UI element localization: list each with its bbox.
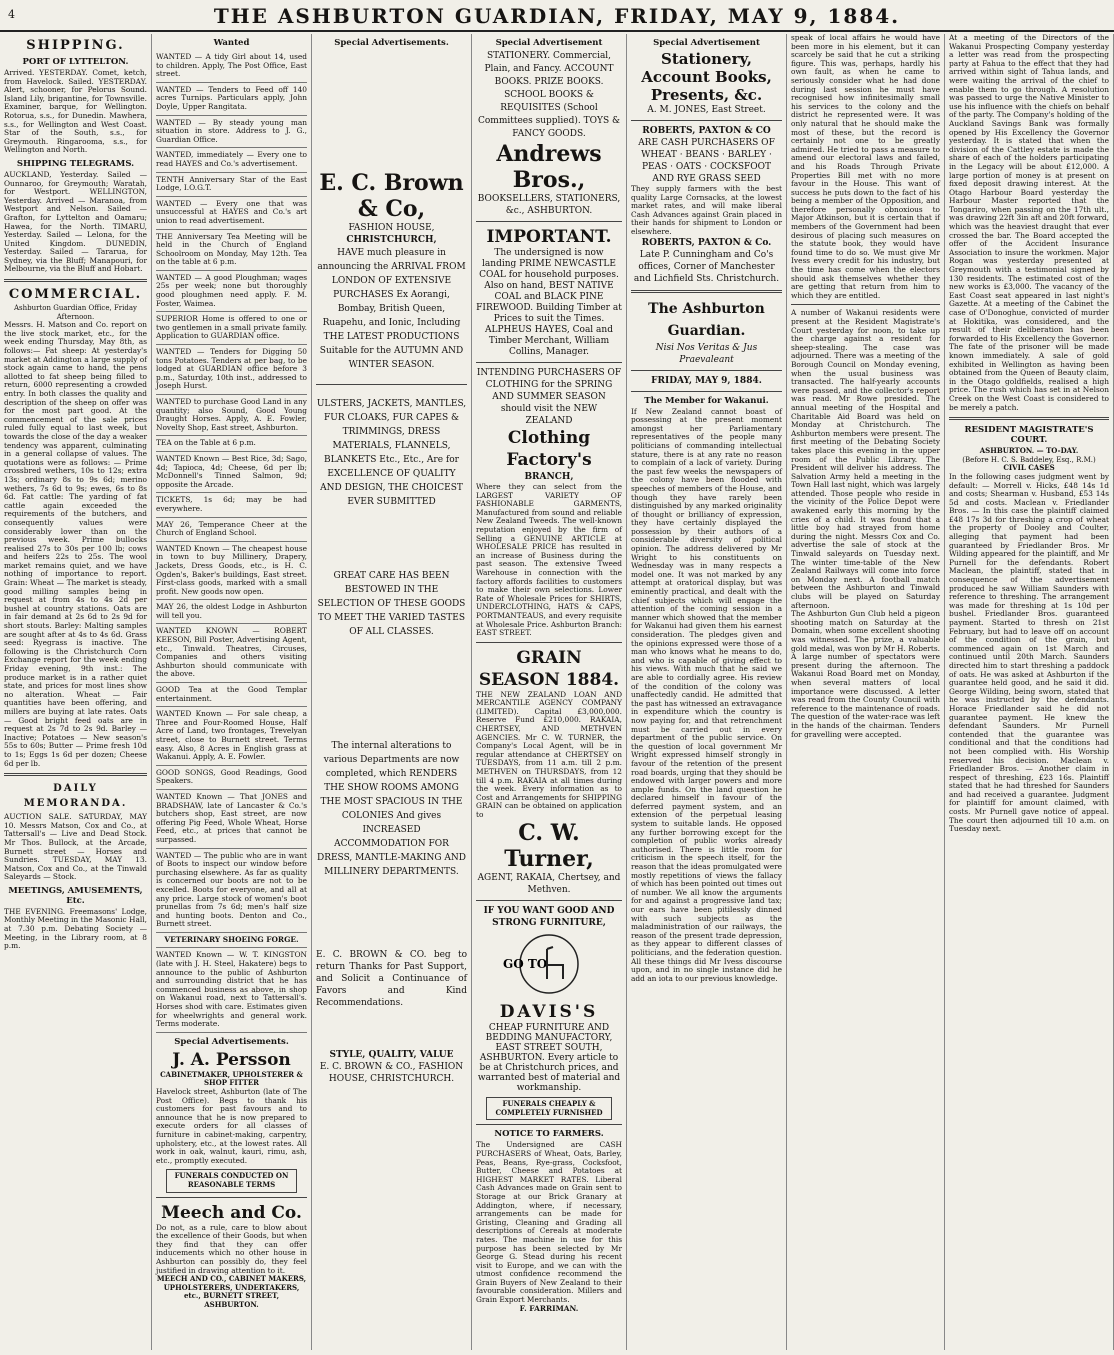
brown-final: E. C. BROWN & CO., FASHION HOUSE, CHRISTCHURCH.	[319, 1062, 464, 1084]
wanted-ad: WANTED Known — W. T. KINGSTON (late with J. H. Steel, Hakatere) begs to announce to the public of Ashburton and surrounding district that he has commenced business as above, in shop on Wakanui road, next to Tattersall's. Horses shod with care. Estimates given for wheelwrights and general work. Terms moderate.	[156, 948, 307, 1032]
wanted-ad: TICKETS, 1s 6d; may be had everywhere.	[156, 493, 307, 517]
jones-text: A. M. JONES, East Street.	[647, 105, 766, 115]
memoranda-heading: DAILY MEMORANDA.	[23, 783, 128, 810]
roberts-sub: ARE CASH PURCHASERS OF WHEAT · BEANS · BARLEY · PEAS · OATS · COCKSFOOT AND RYE GRASS SEED	[638, 138, 775, 184]
commercial-heading: COMMERCIAL.	[8, 287, 143, 303]
roberts-text: They supply farmers with the best quality Large Cornsacks, at the lowest market rates, and will make liberal Cash Advances against Grain placed in their hands for shipment to London or elsewhere.	[631, 184, 782, 236]
column-3	[312, 34, 472, 1350]
turner-sub: AGENT, RAKAIA, Chertsey, and Methven.	[477, 872, 621, 895]
meech-text: Do not, as a rule, care to blow about the excellence of their Goods, but when they find that they can offer inducements which no other house in Ashburton can possibly do, they feel justified in drawing attention to it.	[156, 1222, 307, 1275]
davis-go-text: GO TO	[503, 956, 548, 971]
wanted-ad: VETERINARY SHOEING FORGE.	[156, 933, 307, 949]
column-2	[152, 34, 312, 1350]
special-heading: Special Advertisements.	[334, 38, 449, 48]
davis-funerals: FUNERALS CHEAPLY & COMPLETELY FURNISHED	[486, 1097, 612, 1120]
wanted-ad: MAY 26, the oldest Lodge in Ashburton will tell you.	[156, 600, 307, 624]
leader-text: If New Zealand cannot boast of possessing at the present moment amongst her Parliamentary representatives of the people many politicians of commanding intellectual stature, there is at any rate no reason to complain of a lack of variety. During the past few weeks the newspapers of the colony have been flooded with speeches of members of the House, and though they have rarely been distinguished by any marked originality of thought or brilliancy of expression, they have certainly displayed the possession by their authors of a considerable diversity of political opinion. The address delivered by Mr Wright to his constituents on Wednesday was in many respects a model one. It was not marked by any attempt at oratorical display, but was eminently practical, and dealt with the chief subjects which will engage the attention of the coming session in a manner which showed that the member for Wakanui had given them his earnest consideration. The pledges given and the opinions expressed were those of a man who knows what he means to do, and who is capable of giving effect to his views. With much that he said we are able to cordially agree. His review of the condition of the colony was unaffectedly candid. He admitted that the past has witnessed an extravagance in expenditure which the country is now paying for, and that retrenchment must be carried out in every department of the public service. On the question of local government Mr Wright expressed himself strongly in favour of the retention of the present road boards, urging that they should be endowed with larger powers and more ample funds. On the land question he declared himself in favour of the deferred payment system, and an extension of the perpetual leasing system to suitable lands. He opposed any further borrowing except for the completion of public works already authorised. There is little room for criticism in the speech itself, for the reason that the ideas promulgated were mostly repetitions of views the fallacy of which has been pointed out times out of number. We all know the arguments for and against a progressive land tax; our ears have been pitilessly dinned with such subjects as the maladministration of our railways, the reason of the present trade depression, as they appear to different classes of politicians, and the federation question. All these things did Mr Ivess discourse upon, and in no single instance did he add an iota to our previous knowledge.	[631, 406, 782, 983]
important-heading: IMPORTANT.	[486, 227, 612, 247]
guardian-title: The Ashburton Guardian.	[648, 300, 765, 339]
farmers-text: The Undersigned are CASH PURCHASERS of Wheat, Oats, Barley, Peas, Beans, Rye-grass, Cocksfoot, Butter, Cheese and Potatoes at HIGHEST MARKET RATES. Liberal Cash Advances made on Grain sent to Storage at our Brick Granary at Addington, where, if necessary, arrangements can be made for Gristing, Cleaning and Grading all descriptions of Cereals at moderate rates. The machine in use for this purpose has been selected by Mr George G. Stead during his recent visit to Europe, and we can with the utmost confidence recommend the Grain Buyers of New Zealand to their favourable consideration. Millers and Grain Export Merchants.	[476, 1140, 622, 1305]
wanted-ad: WANTED — By steady young man situation in store. Address to J. G., Guardian Office.	[156, 116, 307, 149]
column-4	[472, 34, 627, 1350]
grain-text: THE NEW ZEALAND LOAN AND MERCANTILE AGENCY COMPANY (LIMITED). Capital £3,000,000. Reserve Fund £210,000. RAKAIA, CHERTSEY, AND METHVEN AGENCIES. Mr C. W. TURNER, the Company's Local Agent, will be in regular attendance at CHERTSEY on TUESDAYS, from 11 a.m. till 2 p.m. METHVEN on THURSDAYS, from 12 till 4 p.m. RAKAIA at all times during the week. Every information as to Cost and Arrangements for SHIPPING GRAIN can be obtained on application to	[476, 689, 622, 819]
brown-body-2: ULSTERS, JACKETS, MANTLES, FUR CLOAKS, FUR CAPES & TRIMMINGS, DRESS MATERIALS, FLANNELS, BLANKETS Etc., Etc., Are for EXCELLENCE OF QUALITY AND DESIGN, THE CHOICEST EVER SUBMITTED	[316, 399, 467, 507]
persson-sub: CABINETMAKER, UPHOLSTERER & SHOP FITTER	[160, 1069, 303, 1088]
newspaper-title: THE ASHBURTON GUARDIAN, FRIDAY, MAY 9, 1884.	[213, 4, 901, 28]
guardian-motto: Nisi Nos Veritas & Jus Praevaleant	[655, 342, 758, 365]
commercial-sub: Ashburton Guardian Office, Friday Afternoon.	[13, 304, 137, 321]
persson-text: Havelock street, Ashburton (late of The Post Office). Begs to thank his customers for past favours and to announce that he is now prepared to execute orders for all classes of furniture in cabinet-making, carpentry, upholstery, etc., at the lowest rates. All work in oak, walnut, kauri, rimu, ash, etc., promptly executed.	[156, 1087, 307, 1165]
wanted-ad: THE Anniversary Tea Meeting will be held in the Church of England Schoolroom on Monday, May 12th. Tea on the table at 6 p.m.	[156, 230, 307, 271]
davis-name: DAVIS'S	[499, 1002, 599, 1023]
shipping-text: Arrived. YESTERDAY. Comet, ketch, from Havelock. Sailed. YESTERDAY. Alert, schooner, for Pelorus Sound. Island Lily, brigantine, for Townsville. Examiner, barque, for Wellington. Rotorua, s.s., for Dunedin. Mawhera, s.s., for Wellington and West Coast. Star of the South, s.s., for Greymouth. Ringarooma, s.s., for Wellington and North.	[4, 68, 147, 155]
wanted-ad: GOOD Tea at the Good Templar entertainment.	[156, 683, 307, 707]
masthead	[0, 0, 1114, 32]
style-line: STYLE, QUALITY, VALUE	[329, 1050, 454, 1060]
special-heading: Special Advertisement	[495, 38, 603, 48]
column-1	[0, 34, 152, 1350]
andrews-sub: BOOKSELLERS, STATIONERS, &c., ASHBURTON.	[477, 194, 621, 216]
wanted-ad: WANTED — Tenders for Digging 50 tons Potatoes. Tenders at per bag, to be lodged at GUARDIAN office before 3 p.m., Saturday, 10th inst., addressed to Joseph Hurst.	[156, 345, 307, 395]
wanted-ad: TEA on the Table at 6 p.m.	[156, 436, 307, 452]
wanted-ad: WANTED Known — The cheapest house in town to buy Millinery, Drapery, Jackets, Dress Goods, etc., is H. C. Ogden's, Baker's buildings, East street. First-class goods, marked with a small profit. New goods now open.	[156, 542, 307, 601]
court-sub: ASHBURTON. — TO-DAY.	[979, 446, 1079, 456]
brown-sub2: CHRISTCHURCH,	[346, 235, 437, 245]
wanted-ad: MAY 26, Temperance Cheer at the Church of England School.	[156, 518, 307, 542]
telegrams-heading: SHIPPING TELEGRAMS.	[16, 158, 135, 169]
stationery-text: STATIONERY. Commercial, Plain, and Fancy. ACCOUNT BOOKS. PRIZE BOOKS. SCHOOL BOOKS & REQUISITES (School Committees supplied). TOYS & FANCY GOODS.	[478, 51, 620, 139]
shipping-heading: SHIPPING.	[26, 38, 125, 53]
local-news-more: The Ashburton Gun Club held a pigeon shooting match on Saturday at the Domain, when some excellent shooting was witnessed. The prize, a valuable gold medal, was won by Mr H. Roberts. A large number of spectators were present during the afternoon. The Wakanui Road Board met on Monday, when several matters of local importance were discussed. A letter was read from the County Council with reference to the maintenance of roads. The question of the water-race was left in the hands of the chairman. Tenders for gravelling were accepted.	[791, 609, 940, 739]
memoranda-text: AUCTION SALE. SATURDAY, MAY 10. Messrs Matson, Cox and Co., at Tattersall's — Live and Dead Stock. Mr Thos. Bullock, at the Arcade, Burnett street — Horses and Sundries. TUESDAY, MAY 13. Matson, Cox and Co., at the Tinwald Saleyards — Stock.	[4, 812, 147, 882]
brown-name: E. C. Brown & Co,	[319, 170, 464, 222]
davis-tagline: IF YOU WANT GOOD AND STRONG FURNITURE,	[483, 905, 615, 928]
brown-body-1: HAVE much pleasure in announcing the ARRIVAL FROM LONDON OF EXTENSIVE PURCHASES Ex Aorangi, Bombay, British Queen, Ruapehu, and Ionic, Including THE LATEST PRODUCTIONS Suitable for the AUTUMN AND WINTER SEASON.	[317, 248, 466, 370]
wanted-ad: TENTH Anniversary Star of the East Lodge, I.O.G.T.	[156, 173, 307, 197]
important-text: The undersigned is now landing PRIME NEWCASTLE COAL for household purposes. Also on hand, BEST NATIVE COAL and BLACK PINE FIREWOOD. Building Timber at Prices to suit the Times. ALPHEUS HAYES, Coal and Timber Merchant, William Collins, Manager.	[476, 248, 622, 357]
wanted-ad: WANTED, immediately — Every one to read HAYES and Co.'s advertisement.	[156, 148, 307, 172]
port-heading: PORT OF LYTTELTON.	[22, 57, 129, 67]
wanted-heading: Wanted	[213, 38, 250, 48]
wanted-ad: WANTED Known — Best Rice, 3d; Sago, 4d; Tapioca, 4d; Cheese, 6d per lb; McDonnell's Tinned Salmon, 9d; opposite the Arcade.	[156, 452, 307, 493]
local-news: A number of Wakanui residents were present at the Resident Magistrate's Court yesterday for noon, to take up the charge against a resident for sheep-stealing. The case was adjourned. There was a meeting of the Borough Council on Monday evening, when the usual business was transacted. The half-yearly accounts were passed, and the collector's report was read. Mr Rowe presided. The annual meeting of the Hospital and Charitable Aid Board was held on Monday at Christchurch. The Ashburton members were present. The first meeting of the Debating Society takes place this evening in the upper room of the Public Library. The President will deliver his address. The Salvation Army held a meeting in the Town Hall last night, which was largely attended. Those people who reside in the vicinity of the Police Depot were awakened early this morning by the cries of a child. It was found that a little boy had strayed from home during the night. Messrs Cox and Co. advertise the sale of stock at the Tinwald saleyards on Tuesday next. The winter time-table of the New Zealand Railways will come into force on Monday next. A football match between the Ashburton and Tinwald clubs will be played on Saturday afternoon.	[791, 308, 940, 610]
davis-logo	[476, 931, 622, 1000]
special-heading: Special Advertisements.	[174, 1036, 289, 1047]
meech-signature: MEECH AND CO., CABINET MAKERS, UPHOLSTERERS, UNDERTAKERS, etc., BURNETT STREET, ASHBURTON.	[156, 1274, 307, 1309]
clothing-text: Where they can select from the LARGEST VARIETY OF FASHIONABLE GARMENTS, Manufactured from sound and reliable New Zealand Tweeds. The well-known reputation enjoyed by the firm of Selling a GENUINE ARTICLE at WHOLESALE PRICE has resulted in an increase of Business during the past season. The extensive Tweed Warehouse in connection with the factory affords facilities to customers to make their own selections. Lower Rate of Wholesale Prices for SHIRTS, UNDERCLOTHING, HATS & CAPS, PORTMANTEAUS, and every requisite at Wholesale Price. Ashburton Branch: EAST STREET.	[476, 482, 622, 638]
brown-body-4: The internal alterations to various Departments are now completed, which RENDERS THE SHOW ROOMS AMONG THE MOST SPACIOUS IN THE COLONIES And gives INCREASED ACCOMMODATION FOR DRESS, MANTLE-MAKING AND MILLINERY DEPARTMENTS.	[317, 741, 466, 877]
chair-icon	[489, 931, 609, 997]
andrews-name: Andrews Bros.,	[496, 141, 602, 193]
column-7	[945, 34, 1114, 1350]
wanted-ad: WANTED to purchase Good Land in any quantity; also Sound, Good Young Draught Horses. Apply, A. E. Fowler, Novelty Shop, East street, Ashburton.	[156, 395, 307, 436]
civil-heading: CIVIL CASES	[1003, 463, 1055, 473]
wanted-ad: WANTED — Every one that was unsuccessful at HAYES and Co.'s art union to read advertisement.	[156, 197, 307, 230]
special-heading: Special Advertisement	[653, 38, 760, 48]
wanted-ad: GOOD SONGS, Good Readings, Good Speakers.	[156, 766, 307, 790]
court-heading: RESIDENT MAGISTRATE'S COURT.	[964, 425, 1094, 446]
clothing-sub: BRANCH,	[524, 472, 574, 482]
brown-sub1: FASHION HOUSE,	[348, 223, 435, 233]
court-text: In the following cases judgment went by default: — Morrell v. Hicks, £48 14s 1d and costs; Shearman v. Husband, £53 14s 5d and costs. Maclean v. Friedlander Bros. — In this case the plaintiff claimed £48 17s 3d for threshing a crop of wheat the property of Dooley and Coulter, alleging that payment had been guaranteed by Friedlander Bros. Mr Wilding appeared for the plaintiff, and Mr Purnell for the defendants. Robert Maclean, the plaintiff, stated that in consequence of the advertisement produced he saw William Saunders with reference to threshing. The arrangement was made for threshing at 1s 10d per bushel. Friedlander Bros. guaranteed payment. Started to thresh on 21st February, but had to leave off on account of the condition of the grain, but commenced again on 1st March and continued until 20th March. Saunders directed him to start threshing a paddock of oats. He was asked at Ashburton if the guarantee held good, and he said it did. George Wilding, being sworn, stated that he was instructed by the defendants. Horace Friedlander said he did not guarantee payment. He knew the defendant Saunders. Mr Purnell contended that the guarantee was conditional and that the conditions had not been complied with. His Worship reserved his decision. Maclean v. Friedlander Bros. — Another claim in respect of threshing, £23 16s. Plaintiff stated that he had threshed for Saunders and had received a guarantee. Judgment for plaintiff for amount claimed, with costs. Mr Purnell gave notice of appeal. The court then adjourned till 10 a.m. on Tuesday next.	[949, 471, 1109, 834]
leader-heading: The Member for Wakanui.	[644, 395, 769, 406]
wanted-ad: WANTED — A tidy Girl about 14, used to children. Apply, The Post Office, East street.	[156, 50, 307, 83]
meetings-text: THE EVENING. Freemasons' Lodge, Monthly Meeting in the Masonic Hall, at 7.30 p.m. Debating Society — Meeting, in the Library room, at 8 p.m.	[4, 906, 147, 951]
column-6	[787, 34, 945, 1350]
roberts2-text: Late P. Cunningham and Co's offices, Corner of Manchester and Lichfield Sts. Christchurch.	[633, 249, 780, 284]
clothing-heading: Clothing Factory's	[506, 428, 592, 470]
page-number: 4	[8, 8, 15, 21]
clothing-intro: INTENDING PURCHASERS OF CLOTHING for the SPRING AND SUMMER SEASON should visit the NEW ZEALAND	[476, 368, 622, 426]
brown-body-3: GREAT CARE HAS BEEN BESTOWED IN THE SELECTION OF THESE GOODS TO MEET THE VARIED TASTES OF ALL CLASSES.	[317, 571, 466, 637]
davis-text: CHEAP FURNITURE AND BEDDING MANUFACTORY, EAST STREET SOUTH, ASHBURTON. Every article to be at Christchurch prices, and warranted best of material and workmanship.	[477, 1023, 621, 1094]
turner-name: C. W. Turner,	[504, 819, 594, 872]
roberts-heading: ROBERTS, PAXTON & CO	[642, 126, 771, 136]
wanted-ad: WANTED Known — For sale cheap, a Three and Four-Roomed House, Half Acre of Land, two frontages, Trevelyan street, close to Burnett street. Terms easy. Also, 8 Acres in English grass at Wakanui. Apply, A. E. Fowler.	[156, 707, 307, 766]
roberts2-heading: ROBERTS, PAXTON & Co.	[641, 237, 772, 248]
general-news: At a meeting of the Directors of the Wakanui Prospecting Company yesterday a letter was read from the prospecting party at Fahua to the effect that they had arrived within sight of Tahua lands, and were waiting the arrival of the chief to enable them to go through. A resolution was passed to urge the Native Minister to use his influence with the chiefs on behalf of the party. The Company's holding of the Auckland Savings Bank was formally opened by His Excellency the Governor yesterday. It is stated that when the division of the Cattley estate is made the share of each of the holders participating in the Legacy will be about £12,000. A large portion of money is at present on fixed deposit drawing interest. At the Otago Harbour Board yesterday the Harbour Master reported that the Tongariro, when passing on the 17th ult., was drawing 22ft 3in aft and 20ft forward, which was the heaviest draught that ever crossed the bar. The Board accepted the offer of the Accident Insurance Association to insure the workmen. Major Rogan was yesterday presented at Greymouth with a testimonial signed by 130 residents. The estimated cost of the new works is £3,000. The vacancy of the East Coast seat appeared in last night's Gazette. At a meeting of the Cabinet the case of O'Donoghue, convicted of murder at Hokitika, was considered, and the result of their deliberation has been forwarded to His Excellency the Governor. The fate of the prisoner will be made known immediately. A sale of gold exhibited in Wellington as having been obtained from the Queen of Beauty claim, in the Otago goldfields, realised a high price. The rush which has set in at Nelson Creek on the West Coast is considered to be merely a patch.	[949, 34, 1109, 412]
brown-body-5: E. C. BROWN & CO. beg to return Thanks for Past Support, and Solicit a Continuance of Favors and Kind Recommendations.	[316, 950, 467, 1008]
farmers-heading: NOTICE TO FARMERS.	[494, 1129, 604, 1140]
wanted-ad: WANTED — The public who are in want of Boots to inspect our window before purchasing elsewhere. As far as quality is concerned our boots are not to be excelled. Boots for everyone, and all at any price. Large stock of women's boot prunellas from 7s 6d; men's half size and hunting boots. Denton and Co., Burnett street.	[156, 849, 307, 933]
telegrams-text: AUCKLAND, Yesterday. Sailed — Ounnaroo, for Greymouth; Waratah, for Westport. WELLINGTON, Yesterday. Arrived — Maranoa, from Westport and Nelson. Sailed — Grafton, for Lyttelton and Oamaru; Hawea, for the North. TIMARU, Yesterday. Sailed — Lelona, for the United Kingdom. DUNEDIN, Yesterday. Sailed — Tararua, for Sydney, via the Bluff; Manapouri, for Melbourne, via the Bluff and Hobart.	[4, 169, 147, 274]
wanted-ad: WANTED Known — That JONES and BRADSHAW, late of Lancaster & Co.'s butchers shop, East street, are now offering Pig Feed, Whole Wheat, Horse Feed, etc., at prices that cannot be surpassed.	[156, 790, 307, 849]
meech-name: Meech and Co.	[161, 1202, 302, 1223]
persson-name: J. A. Persson	[172, 1049, 291, 1070]
wanted-ad: WANTED — A good Ploughman; wages 25s per week; none but thoroughly good ploughmen need apply. F. M. Foster, Waimea.	[156, 271, 307, 312]
wanted-ad: WANTED KNOWN — ROBERT KEESON, Bill Poster, Advertising Agent, etc., Tinwald. Theatres, Circuses, Companies and others visiting Ashburton should communicate with the above.	[156, 624, 307, 683]
farmers-signature: F. FARRIMAN.	[519, 1303, 579, 1313]
grain-heading: GRAIN SEASON 1884.	[478, 647, 620, 690]
wanted-ad: SUPERIOR Home is offered to one or two gentlemen in a small private family. Application to GUARDIAN office.	[156, 312, 307, 345]
jones-heading: Stationery, Account Books, Presents, &c.	[641, 50, 772, 104]
funerals-box: FUNERALS CONDUCTED ON REASONABLE TERMS	[166, 1169, 297, 1192]
commercial-text: Messrs. H. Matson and Co. report on the live stock market, etc., for the week ending Thursday, May 8th, as follows:— Fat sheep: At yesterday's market at Addington a large supply of stock again came to hand, the pens allotted to fat sheep being filled to return, 6000 representing a crowded entry. In both classes the quality and description of the sheep on offer was for the most part good. At the commencement of the sale prices ruled fully equal to last week, but towards the close of the day a weaker tendency was apparent, culminating in a general collapse of values. The quotations were as follows: — Prime crossbred wethers, 10s to 12s; extra 13s; ordinary 8s to 9s 6d; merino wethers, 7s 6d to 9s; ewes, 6s to 8s 6d. Fat cattle: The yarding of fat cattle again exceeded the requirements of the butchers, and consequently values were considerably lower than on the previous week. Prime bullocks realised 27s to 30s per 100 lb; cows and heifers 22s to 25s. The wool market remains quiet, and we have nothing of importance to report. Grain: Wheat — The market is steady, good milling samples being in request at from 4s to 4s 2d per bushel at country stations. Oats are in fair demand at 2s 6d to 2s 9d for short stouts. Barley: Malting samples are sought after at 4s to 4s 6d. Grass seed: Ryegrass is inactive. The following is the Christchurch Corn Exchange report for the week ending Friday evening, 9th inst.: The produce market is in a rather quiet state, and prices for most lines show no alteration. Wheat — Fair quantities have been offering, and millers are buying at late rates. Oats — Good bright feed oats are in request at 2s 7d to 2s 9d. Barley — Inactive; Potatoes — New season's 55s to 60s; Butter — Prime fresh 10d to 1s; Eggs 1s 6d per dozen; Cheese 6d per lb.	[4, 320, 147, 768]
wanted-ad: WANTED — Tenders to Feed off 140 acres Turnips. Particulars apply, John Doyle, Upper Rangitata.	[156, 83, 307, 116]
issue-date: FRIDAY, MAY 9, 1884.	[651, 375, 762, 386]
column-5	[627, 34, 787, 1350]
court-before: (Before H. C. S. Baddeley, Esq., R.M.)	[962, 455, 1096, 464]
meetings-heading: MEETINGS, AMUSEMENTS, Etc.	[8, 885, 143, 906]
leader-continued: speak of local affairs he would have been more in his element, but it can scarcely be said that he cut a striking figure. This was, perhaps, hardly his own fault, as when he came to seriously consider what he had done during last session he must have recognised how infinitesimally small his services to the colony and the district he represented were. It was only natural that he should make the most of these, but the record is certainly not one to be greatly admired. He tried to pass a measure to amend our electoral laws and failed, and his Roads Through Private Properties Bill met with no more favour in the House. This want of success he puts down to the fact of his being a member of the Opposition, and therefore personally obnoxious to Major Atkinson, but it is certain that if members of the Government had been desirous of placing such measures on the statute book, they would have found time to do so. We must give Mr Ivess every credit for his industry, but the time has come when the electors should ask themselves whether they are getting that return from him to which they are entitled.	[791, 34, 940, 300]
